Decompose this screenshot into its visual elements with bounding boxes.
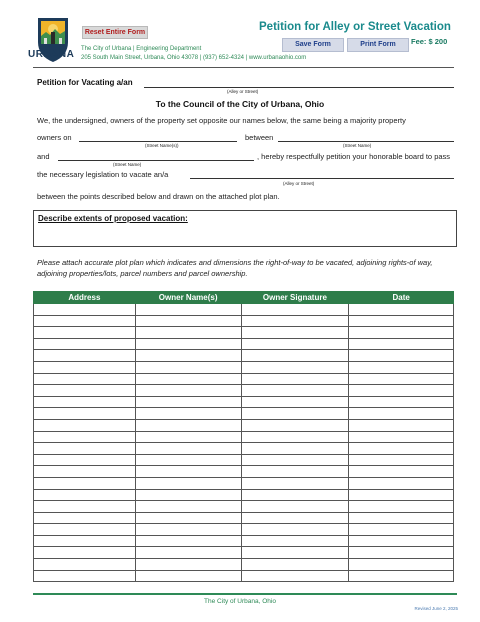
table-row [34,431,454,443]
address-cell[interactable] [34,489,136,501]
footer-city: The City of Urbana, Ohio [204,598,276,605]
owner-names-cell[interactable] [135,489,241,501]
address-cell[interactable] [34,385,136,397]
address-cell[interactable] [34,477,136,489]
owner-names-cell[interactable] [135,304,241,316]
header-address: Address [34,292,136,304]
table-row [34,512,454,524]
owner-signature-cell[interactable] [241,338,349,350]
header-owner-signature: Owner Signature [241,292,349,304]
owner-signature-cell[interactable] [241,408,349,420]
date-cell[interactable] [349,477,454,489]
date-cell[interactable] [349,361,454,373]
owner-names-cell[interactable] [135,315,241,327]
vacation-extents-field[interactable] [33,210,457,247]
owner-names-cell[interactable] [135,547,241,559]
owner-names-cell[interactable] [135,454,241,466]
address-cell[interactable] [34,570,136,582]
address-cell[interactable] [34,431,136,443]
date-cell[interactable] [349,535,454,547]
table-row [34,443,454,455]
hint-street-names: (Street Name(s)) [145,143,179,148]
date-cell[interactable] [349,524,454,536]
owner-names-cell[interactable] [135,385,241,397]
petition-vacating-label: Petition for Vacating a/an [37,78,133,87]
address-cell[interactable] [34,443,136,455]
address-cell[interactable] [34,454,136,466]
owner-signature-cell[interactable] [241,570,349,582]
date-cell[interactable] [349,327,454,339]
address-cell[interactable] [34,535,136,547]
table-row [34,570,454,582]
date-cell[interactable] [349,338,454,350]
address-cell[interactable] [34,350,136,362]
owner-names-cell[interactable] [135,408,241,420]
owner-signature-cell[interactable] [241,385,349,397]
owner-names-cell[interactable] [135,535,241,547]
legislation-text: the necessary legislation to vacate an/a [37,170,169,179]
address-cell[interactable] [34,559,136,571]
table-row [34,304,454,316]
owner-names-cell[interactable] [135,338,241,350]
intro-text: We, the undersigned, owners of the property set opposite our names below, the same being a majority property [37,116,406,125]
owner-names-cell[interactable] [135,477,241,489]
owner-signature-cell[interactable] [241,304,349,316]
petition-text: , hereby respectfully petition your honorable board to pass [257,152,451,161]
table-row [34,524,454,536]
vacate-type-field[interactable] [190,178,454,179]
owner-names-cell[interactable] [135,443,241,455]
table-row [34,385,454,397]
owner-signature-cell[interactable] [241,361,349,373]
owner-names-cell[interactable] [135,327,241,339]
address-cell[interactable] [34,419,136,431]
date-cell[interactable] [349,350,454,362]
table-row [34,315,454,327]
reset-form-button[interactable]: Reset Entire Form [82,26,148,39]
table-row [34,535,454,547]
date-cell[interactable] [349,431,454,443]
street-names-field[interactable] [79,141,237,142]
date-cell[interactable] [349,570,454,582]
date-cell[interactable] [349,419,454,431]
address-cell[interactable] [34,547,136,559]
address-cell[interactable] [34,501,136,513]
table-row [34,489,454,501]
hint-alley-street-2: (Alley or Street) [283,181,315,186]
address-cell[interactable] [34,327,136,339]
owner-names-cell[interactable] [135,466,241,478]
date-cell[interactable] [349,501,454,513]
table-row [34,547,454,559]
table-row [34,559,454,571]
date-cell[interactable] [349,489,454,501]
address-cell[interactable] [34,396,136,408]
date-cell[interactable] [349,396,454,408]
table-row [34,361,454,373]
owner-signature-cell[interactable] [241,419,349,431]
owner-names-cell[interactable] [135,396,241,408]
attach-instructions: Please attach accurate plot plan which indicates and dimensions the right-of-way to be vacated, adjoining rights-of way, adjoining properties/lots, parcel numbers and parcel ownership. [37,258,433,278]
owner-names-cell[interactable] [135,512,241,524]
contact-department: The City of Urbana | Engineering Department [81,46,202,52]
between-street-field[interactable] [278,141,454,142]
owner-signature-cell[interactable] [241,501,349,513]
owner-signature-cell[interactable] [241,524,349,536]
owner-signature-cell[interactable] [241,535,349,547]
owner-signature-cell[interactable] [241,547,349,559]
owner-names-cell[interactable] [135,559,241,571]
date-cell[interactable] [349,512,454,524]
revised-date: Revised June 2, 2025 [414,606,458,611]
signature-table [33,291,454,582]
hint-street-name-2: (Street Name) [113,162,142,167]
address-cell[interactable] [34,466,136,478]
table-row [34,396,454,408]
table-row [34,419,454,431]
address-cell[interactable] [34,338,136,350]
date-cell[interactable] [349,385,454,397]
between-label: between [245,133,274,142]
contact-address: 205 South Main Street, Urbana, Ohio 43078 | (937) 652-4324 | www.urbanaohio.com [81,55,307,61]
owner-names-cell[interactable] [135,501,241,513]
owner-names-cell[interactable] [135,350,241,362]
owner-signature-cell[interactable] [241,350,349,362]
table-row [34,477,454,489]
owner-signature-cell[interactable] [241,327,349,339]
logo-wordmark: URBANA [28,49,75,60]
address-cell[interactable] [34,315,136,327]
date-cell[interactable] [349,547,454,559]
table-row [34,501,454,513]
table-row [34,466,454,478]
owner-signature-cell[interactable] [241,559,349,571]
owner-names-cell[interactable] [135,524,241,536]
owner-names-cell[interactable] [135,361,241,373]
header-divider [33,67,454,68]
owner-signature-cell[interactable] [241,512,349,524]
save-form-button[interactable]: Save Form [282,38,344,52]
address-cell[interactable] [34,361,136,373]
between-points-text: between the points described below and drawn on the attached plot plan. [37,192,280,201]
hint-alley-street: (Alley or Street) [227,89,259,94]
date-cell[interactable] [349,559,454,571]
hint-street-name-1: (Street Name) [343,143,372,148]
table-row [34,373,454,385]
fee-label: Fee: $ 200 [411,37,448,46]
describe-extents-label: Describe extents of proposed vacation: [38,214,188,223]
table-row [34,350,454,362]
date-cell[interactable] [349,443,454,455]
table-header-row [34,292,454,304]
page-title: Petition for Alley or Street Vacation [259,21,451,33]
header-owner-names: Owner Name(s) [135,292,241,304]
owner-signature-cell[interactable] [241,466,349,478]
date-cell[interactable] [349,315,454,327]
table-row [34,338,454,350]
owner-signature-cell[interactable] [241,477,349,489]
owner-names-cell[interactable] [135,419,241,431]
address-cell[interactable] [34,408,136,420]
owner-signature-cell[interactable] [241,373,349,385]
date-cell[interactable] [349,304,454,316]
owner-names-cell[interactable] [135,373,241,385]
and-street-field[interactable] [58,160,254,161]
date-cell[interactable] [349,466,454,478]
table-row [34,408,454,420]
table-row [34,327,454,339]
vacating-type-field[interactable] [144,87,454,88]
print-form-button[interactable]: Print Form [347,38,409,52]
date-cell[interactable] [349,454,454,466]
address-cell[interactable] [34,304,136,316]
owner-signature-cell[interactable] [241,443,349,455]
footer-divider [33,593,457,595]
owner-signature-cell[interactable] [241,431,349,443]
date-cell[interactable] [349,408,454,420]
owner-signature-cell[interactable] [241,396,349,408]
address-cell[interactable] [34,524,136,536]
table-row [34,454,454,466]
address-cell[interactable] [34,512,136,524]
owners-on-label: owners on [37,133,72,142]
owner-signature-cell[interactable] [241,315,349,327]
owner-signature-cell[interactable] [241,454,349,466]
owner-signature-cell[interactable] [241,489,349,501]
owner-names-cell[interactable] [135,570,241,582]
date-cell[interactable] [349,373,454,385]
address-cell[interactable] [34,373,136,385]
council-heading: To the Council of the City of Urbana, Ohio [155,99,325,109]
header-date: Date [349,292,454,304]
and-label: and [37,152,50,161]
owner-names-cell[interactable] [135,431,241,443]
